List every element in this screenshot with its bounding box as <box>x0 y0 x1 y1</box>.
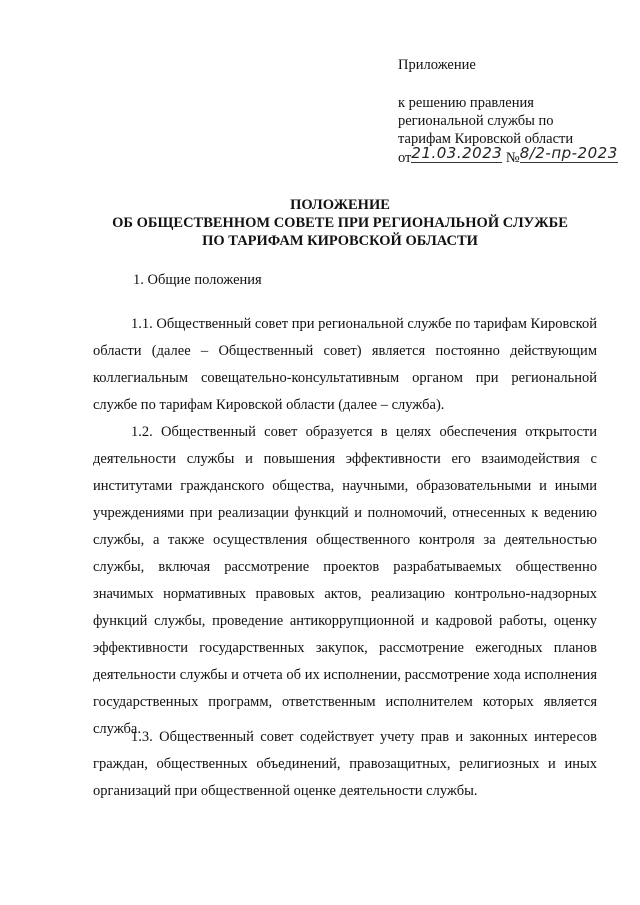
appendix-line: тарифам Кировской области <box>398 131 574 147</box>
title-line: ПОЛОЖЕНИЕ <box>290 197 390 213</box>
document-title <box>60 196 620 250</box>
section-heading: 1. Общие положения <box>133 272 262 288</box>
paragraph-1-2: 1.2. Общественный совет образуется в целях обеспечения открытости деятельности службы и повышения эффективности его взаимодействия с институтами гражданского общества, научными, образовательными и иными учреждениями при реализации функций и полномочий, отнесенных к ведению службы, а также осуществления общественного контроля за деятельностью службы, включая рассмотрение проектов разрабатываемых общественно значимых нормативных правовых актов, реализацию контрольно-надзорных функций службы, проведение антикоррупционной и кадровой работы, оценку эффективности государственных закупок, рассмотрение ежегодных планов деятельности службы и отчета об их исполнении, рассмотрение хода исполнения государственных программ, ответственным исполнителем которых является служба. <box>93 424 597 737</box>
number-sign: № <box>505 150 520 166</box>
title-line: ОБ ОБЩЕСТВЕННОМ СОВЕТЕ ПРИ РЕГИОНАЛЬНОЙ СЛУЖБЕ <box>112 215 568 231</box>
appendix-line: к решению правления <box>398 95 534 111</box>
appendix-label: Приложение <box>398 57 476 73</box>
prefix-ot: от <box>398 150 412 166</box>
paragraph-1-3: 1.3. Общественный совет содействует учету прав и законных интересов граждан, общественных объединений, правозащитных, религиозных и иных организаций при общественной оценке деятельности службы. <box>93 729 597 799</box>
decision-date-number-line <box>398 144 618 167</box>
title-line: ПО ТАРИФАМ КИРОВСКОЙ ОБЛАСТИ <box>202 233 478 249</box>
handwritten-date: 21.03.2023 <box>411 144 503 162</box>
paragraph-1-1: 1.1. Общественный совет при региональной службе по тарифам Кировской области (далее – Общественный совет) является постоянно действующим коллегиальным совещательно-консультативным органом при региональной службе по тарифам Кировской области (далее – служба). <box>93 316 597 413</box>
appendix-block <box>398 56 618 167</box>
handwritten-number: 8/2-пр-2023 <box>519 144 618 162</box>
appendix-line: региональной службы по <box>398 113 554 129</box>
